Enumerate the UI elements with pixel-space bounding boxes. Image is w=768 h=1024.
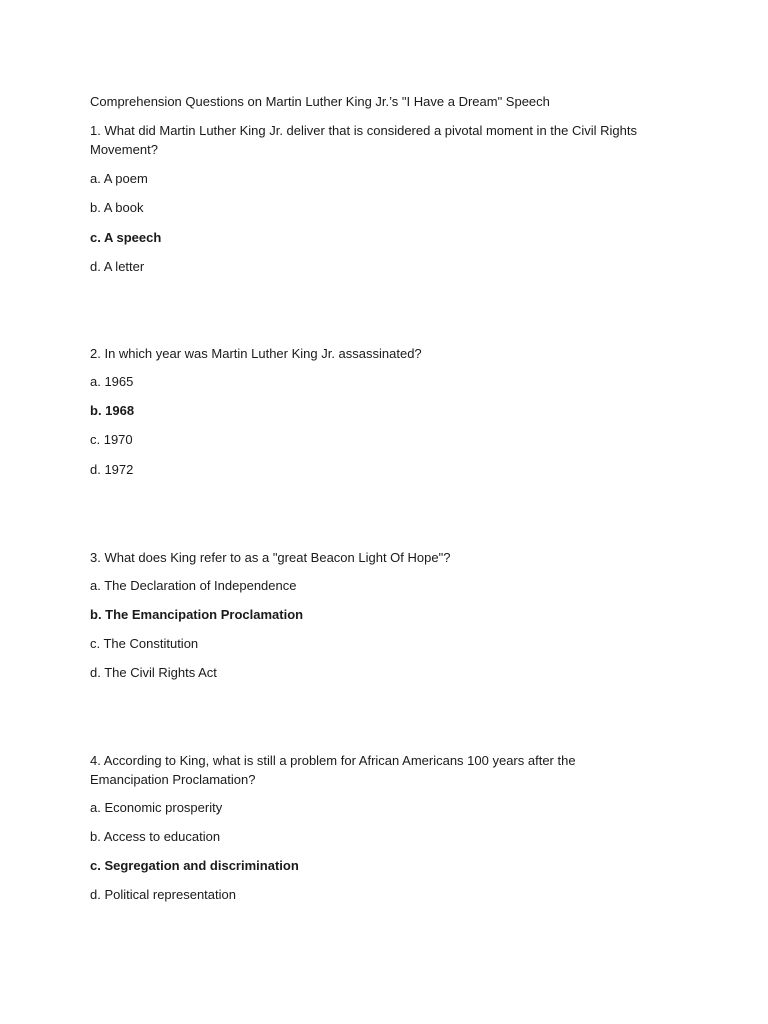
question-4 — [90, 751, 650, 904]
option-d: d. A letter — [90, 259, 145, 274]
question-1 — [90, 121, 650, 276]
option-d: d. Political representation — [90, 887, 236, 902]
option-b-correct: b. 1968 — [90, 403, 135, 418]
option-a: a. 1965 — [90, 374, 134, 389]
option-a: a. A poem — [90, 171, 148, 186]
question-text: 4. According to King, what is still a problem for African Americans 100 years after the Emancipation Proclamation? — [90, 753, 576, 787]
question-text: 1. What did Martin Luther King Jr. deliver that is considered a pivotal moment in the Civil Rights Movement? — [90, 123, 637, 157]
option-d: d. 1972 — [90, 462, 134, 477]
option-d: d. The Civil Rights Act — [90, 665, 217, 680]
question-text: 3. What does King refer to as a "great Beacon Light Of Hope"? — [90, 550, 451, 565]
option-a: a. The Declaration of Independence — [90, 578, 297, 593]
option-c: c. The Constitution — [90, 636, 199, 651]
option-b: b. Access to education — [90, 829, 221, 844]
question-2 — [90, 344, 650, 479]
question-text: 2. In which year was Martin Luther King Jr. assassinated? — [90, 346, 422, 361]
option-a: a. Economic prosperity — [90, 800, 223, 815]
document-title: Comprehension Questions on Martin Luther King Jr.’s "I Have a Dream" Speech — [90, 94, 550, 109]
option-c-correct: c. A speech — [90, 230, 162, 245]
option-b-correct: b. The Emancipation Proclamation — [90, 607, 304, 622]
question-3 — [90, 548, 650, 682]
option-c-correct: c. Segregation and discrimination — [90, 858, 299, 873]
option-c: c. 1970 — [90, 432, 133, 447]
option-b: b. A book — [90, 200, 144, 215]
